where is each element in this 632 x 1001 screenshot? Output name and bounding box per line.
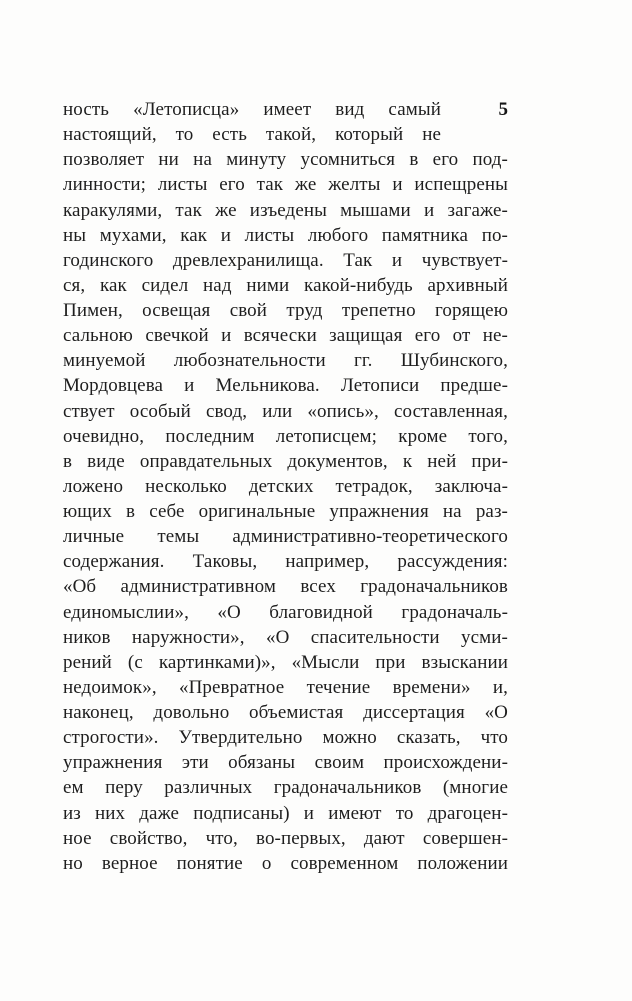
- text-line: ное свойство, что, во-первых, дают совершен-: [63, 827, 508, 849]
- text-line: позволяет ни на минуту усомниться в его под-: [63, 149, 508, 171]
- text-line: Мордовцева и Мельникова. Летописи предше-: [63, 375, 508, 397]
- text-line: ющих в себе оригинальные упражнения на раз-: [63, 501, 508, 522]
- text-line: каракулями, так же изъедены мышами и загаже-: [63, 199, 508, 221]
- text-line: сальною свечкой и всячески защищая его от не-: [63, 325, 508, 347]
- text-line: годинского древлехранилища. Так и чувствует-: [63, 249, 508, 271]
- text-line: наконец, довольно объемистая диссертация «О: [63, 702, 508, 723]
- text-line: минуемой любознательности гг. Шубинского,: [63, 350, 508, 372]
- text-line: строгости». Утвердительно можно сказать, что: [63, 727, 508, 749]
- text-block: [63, 97, 508, 876]
- text-line: из них даже подписаны) и имеют то драгоцен-: [63, 802, 508, 824]
- text-line: недоимок», «Превратное течение времени» и,: [63, 676, 508, 698]
- text-line: линности; листы его так же желты и испещрены: [63, 174, 508, 196]
- text-line: в виде оправдательных документов, к ней при-: [63, 450, 508, 472]
- text-line: настоящий, то есть такой, который не: [63, 124, 441, 146]
- text-line: ся, как сидел над ними какой-нибудь архивный: [63, 274, 508, 296]
- text-line: единомыслии», «О благовидной градоначаль-: [63, 601, 508, 623]
- text-line: ны мухами, как и листы любого памятника по-: [63, 224, 508, 246]
- text-line: упражнения эти обязаны своим происхождени-: [63, 752, 508, 774]
- text-line: ников наружности», «О спасительности усми-: [63, 626, 508, 648]
- page-number: 5: [498, 99, 508, 120]
- text-line: содержания. Таковы, например, рассуждения:: [63, 551, 508, 573]
- text-line: Пимен, освещая свой труд трепетно горящею: [63, 300, 508, 321]
- text-line: личные темы административно-теоретического: [63, 526, 508, 548]
- text-line: ложено несколько детских тетрадок, заключа-: [63, 475, 508, 497]
- text-line: очевидно, последним летописцем; кроме того,: [63, 425, 508, 447]
- text-line: ствует особый свод, или «опись», составленная,: [63, 400, 508, 422]
- text-line: но верное понятие о современном положении: [63, 852, 508, 874]
- text-line: рений (с картинками)», «Мысли при взыскании: [63, 651, 508, 673]
- text-line: ем перу различных градоначальников (многие: [63, 777, 508, 799]
- text-line: «Об административном всех градоначальников: [63, 576, 508, 598]
- text-line: ность «Летописца» имеет вид самый: [63, 99, 441, 120]
